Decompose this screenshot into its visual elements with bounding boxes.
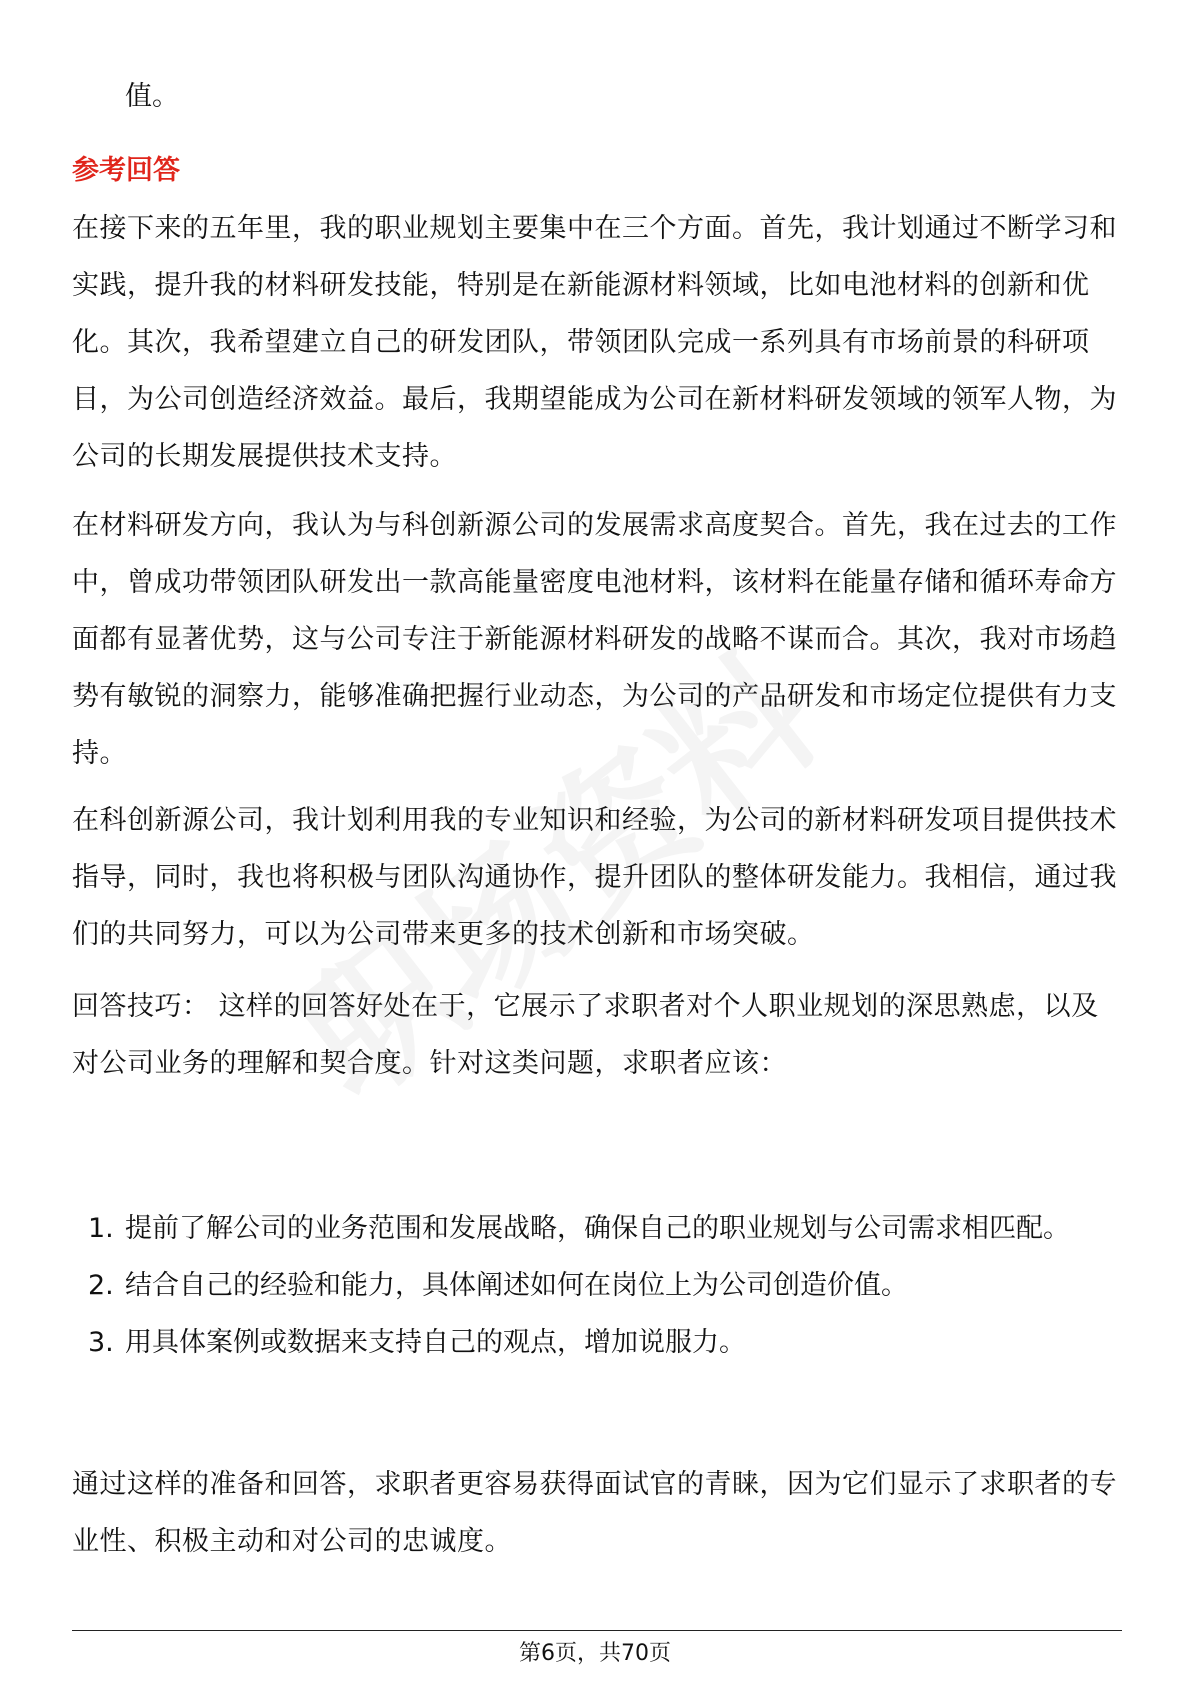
list-item <box>72 1257 1122 1314</box>
paragraph-2: 在材料研发方向，我认为与科创新源公司的发展需求高度契合。首先，我在过去的工作中，曾成功带领团队研发出一款高能量密度电池材料，该材料在能量存储和循环寿命方面都有显著优势，这与公司专注于新能源材料研发的战略不谋而合。其次，我对市场趋势有敏锐的洞察力，能够准确把握行业动态，为公司的产品研发和市场定位提供有力支持。 <box>72 510 1117 769</box>
list-item-number: 2. <box>88 1270 114 1301</box>
list-item-text: 提前了解公司的业务范围和发展战略，确保自己的职业规划与公司需求相匹配。 <box>125 1213 1070 1244</box>
list-item-number: 1. <box>88 1213 114 1244</box>
footer-divider <box>72 1630 1122 1631</box>
list-item-text: 用具体案例或数据来支持自己的观点，增加说服力。 <box>125 1327 746 1358</box>
paragraph-3: 在科创新源公司，我计划利用我的专业知识和经验，为公司的新材料研发项目提供技术指导，同时，我也将积极与团队沟通协作，提升团队的整体研发能力。我相信，通过我们的共同努力，可以为公司带来更多的技术创新和市场突破。 <box>72 805 1117 950</box>
continuation-text: 值。 <box>125 81 179 112</box>
paragraph-answer-tips: 回答技巧： 这样的回答好处在于，它展示了求职者对个人职业规划的深思熟虑，以及对公司业务的理解和契合度。针对这类问题，求职者应该： <box>72 991 1099 1079</box>
closing-paragraph: 通过这样的准备和回答，求职者更容易获得面试官的青睐，因为它们显示了求职者的专业性、积极主动和对公司的忠诚度。 <box>72 1469 1117 1557</box>
list-item-text: 结合自己的经验和能力，具体阐述如何在岗位上为公司创造价值。 <box>125 1270 908 1301</box>
paragraph-1: 在接下来的五年里，我的职业规划主要集中在三个方面。首先，我计划通过不断学习和实践，提升我的材料研发技能，特别是在新能源材料领域，比如电池材料的创新和优化。其次，我希望建立自己的研发团队，带领团队完成一系列具有市场前景的科研项目，为公司创造经济效益。最后，我期望能成为公司在新材料研发领域的领军人物，为公司的长期发展提供技术支持。 <box>72 213 1117 472</box>
page-number: 第6页，共70页 <box>519 1641 671 1666</box>
list-item-number: 3. <box>88 1327 114 1358</box>
section-title: 参考回答 <box>72 155 180 186</box>
list-item <box>72 1200 1122 1257</box>
tips-list <box>72 1200 1122 1371</box>
list-item <box>72 1314 1122 1371</box>
